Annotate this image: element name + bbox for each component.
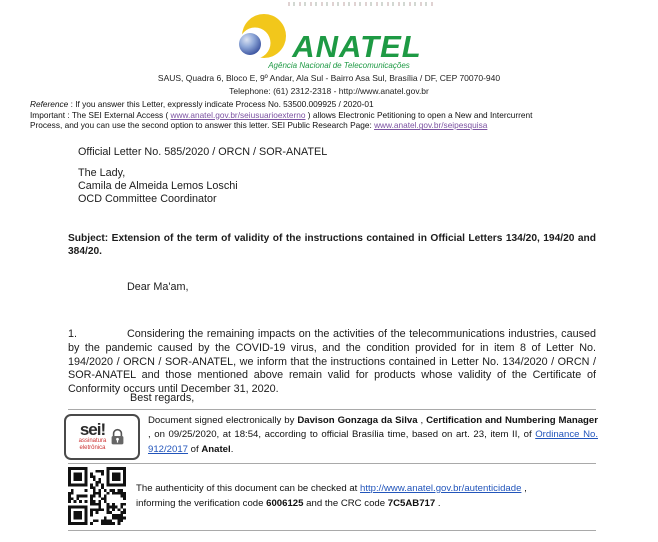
important-line: Important : The SEI External Access ( www.anatel.gov.br/seiusuarioexterno ) allows Electronic Petitioning to open a New and Intercurrent Process, and you can use the second option to answer this letter. SEI Public Research Page: www.anatel.gov.br/seipesquisa [30,109,533,131]
addressee-salutation: The Lady, [78,167,126,179]
reference-block [30,99,542,131]
brand-tagline: Agência Nacional de Telecomunicações [268,61,410,70]
anatel-logo [0,10,658,64]
signature-block [64,414,598,460]
qr-code [68,467,126,525]
signer-role: Certification and Numbering Manager [426,415,598,426]
brand-wordmark: ANATEL [292,28,422,64]
letterhead [0,10,658,97]
addressee-role: OCD Committee Coordinator [78,192,217,205]
closing: Best regards, [130,392,195,404]
crc-code: 7C5AB717 [387,498,436,509]
address-line: SAUS, Quadra 6, Bloco E, 9º Andar, Ala Sul - Bairro Asa Sul, Brasília / DF, CEP 70070-940 [157,73,501,83]
sei-external-access-link[interactable]: www.anatel.gov.br/seiusuarioexterno [170,109,306,120]
letter-number: Official Letter No. 585/2020 / ORCN / SOR-ANATEL [78,146,328,158]
addressee-block [78,167,238,206]
sei-wordmark: sei! [79,420,106,440]
divider [68,530,596,531]
contact-line: Telephone: (61) 2312-2318 - http://www.anatel.gov.br [229,86,429,97]
org-name: Anatel [201,443,231,455]
subject-line: Subject: Extension of the term of validity of the instructions contained in Official Letters 134/20, 194/20 and 384/20. [68,233,596,258]
sei-electronic-signature-badge [64,414,140,460]
divider [68,409,596,410]
divider [68,463,596,464]
sei-label: sei! assinatura eletrônica [78,420,107,451]
ordinance-link[interactable]: Ordinance No. 912/2017 [148,429,598,455]
addressee-name: Camila de Almeida Lemos Loschi [78,179,238,192]
body-paragraph [68,328,596,397]
verification-code: 6006125 [266,498,304,509]
important-label: Important [30,109,66,120]
authenticity-link[interactable]: http://www.anatel.gov.br/autenticidade [360,482,522,494]
verification-text: The authenticity of this document can be checked at http://www.anatel.gov.br/autenticidade , informing the verification code 6006125 and the CRC code 7C5AB717 . [136,482,527,509]
signer-name: Davison Gonzaga da Silva [297,415,418,426]
paragraph-number: 1. [68,328,78,340]
anatel-swoosh-icon [236,12,290,60]
verification-block [68,467,598,525]
page-top-artifact [288,2,434,6]
signature-text: Document signed electronically by Davison Gonzaga da Silva , Certification and Numbering Manager , on 09/25/2020, at 18:54, according to official Brasília time, based on art. 23, item II, of Ordinance No. 912/2017 of Anatel. [148,415,598,455]
sei-public-research-link[interactable]: www.anatel.gov.br/seipesquisa [374,120,488,131]
padlock-icon [110,428,125,446]
reference-line: Reference : If you answer this Letter, expressly indicate Process No. 53500.009925 / 2020-01 [30,99,374,109]
paragraph-text: Considering the remaining impacts on the activities of the telecommunications industries, caused by the pandemic caused by the COVID-19 virus, and the condition provided for in item 8 of Letter No. 194/2020 / ORCN / SOR-ANATEL, we inform that the instructions contained in Letter No. 134/2020 / ORCN / SOR-ANATEL and those mentioned above remain valid for products whose validity of the Certificate of Conformity occurs until December 31, 2020. [68,328,596,396]
greeting: Dear Ma'am, [127,281,189,293]
reference-label: Reference [30,99,69,109]
